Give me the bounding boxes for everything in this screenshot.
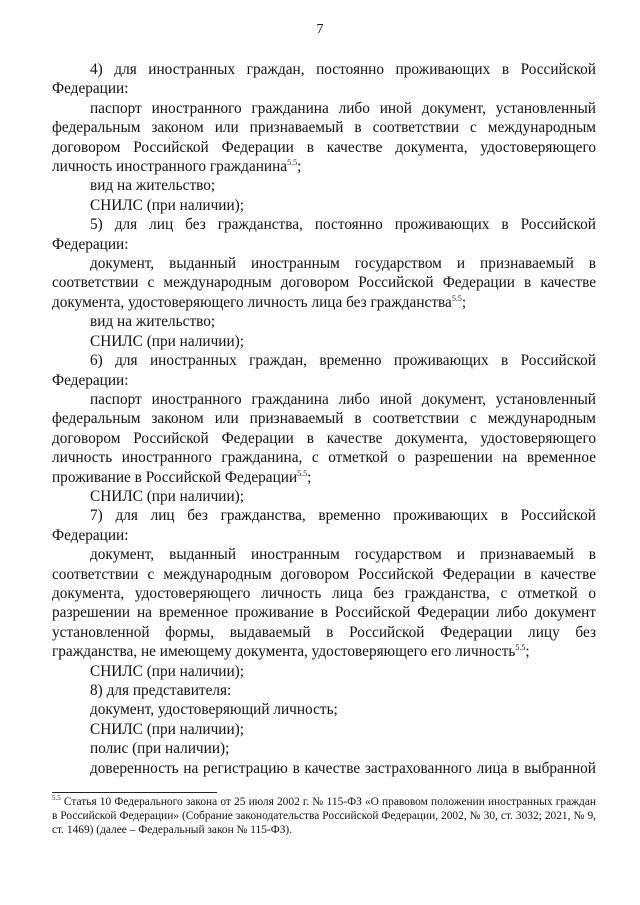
paragraph-text: вид на жительство; <box>90 313 216 331</box>
paragraph-item-7-snils <box>52 662 596 681</box>
paragraph-text: СНИЛС (при наличии); <box>90 196 244 214</box>
paragraph-text: доверенность на регистрацию в качестве застрахованного лица в выбранной <box>90 759 596 777</box>
paragraph-text: 8) для представителя: <box>90 682 232 699</box>
paragraph-text: 6) для иностранных граждан, временно проживающих в Российской Федерации: <box>52 352 596 389</box>
paragraph-text: документ, выданный иностранным государством и признаваемый в соответствии с международным договором Российской Федерации в качестве документа, удостоверяющего личность лица без гражданства, с отметкой о разрешении на временное проживание в Российской Федерации либо документ установленной формы, выдаваемый в Российской Федерации лицу без гражданства, не имеющему документа, удостоверяющего его личность <box>52 546 596 661</box>
paragraph-punctuation: ; <box>525 643 530 661</box>
paragraph-item-5-header <box>52 215 596 254</box>
paragraph-item-4-residence-permit <box>52 176 596 195</box>
paragraph-item-8-header <box>52 681 596 700</box>
paragraph-item-8-power-of-attorney <box>52 759 596 778</box>
paragraph-item-8-identity-document <box>52 700 596 719</box>
paragraph-item-6-header <box>52 351 596 390</box>
footnote-reference: 5.5 <box>451 293 462 303</box>
paragraph-item-4-passport <box>52 99 596 177</box>
paragraph-text: 5) для лиц без гражданства, постоянно проживающих в Российской Федерации: <box>52 216 596 253</box>
paragraph-text: паспорт иностранного гражданина либо иной документ, установленный федеральным законом или признаваемый в соответствии с международным договором Российской Федерации в качестве документа, удостоверяющего личность иностранного гражданина <box>52 99 596 176</box>
paragraph-item-6-snils <box>52 487 596 506</box>
footnote-divider <box>52 792 217 793</box>
footnote-reference: 5.5 <box>287 157 298 167</box>
footnote <box>52 795 596 838</box>
paragraph-text: паспорт иностранного гражданина либо иной документ, установленный федеральным законом или признаваемый в соответствии с международным договором Российской Федерации в качестве документа, удостоверяющего личность иностранного гражданина, с отметкой о разрешении на временное проживание в Российской Федерации <box>52 390 596 486</box>
paragraph-text: документ, удостоверяющий личность; <box>90 701 338 719</box>
paragraph-item-8-snils <box>52 720 596 739</box>
document-body <box>52 60 596 778</box>
paragraph-text: 4) для иностранных граждан, постоянно проживающих в Российской Федерации: <box>52 61 596 98</box>
paragraph-item-5-snils <box>52 332 596 351</box>
paragraph-punctuation: ; <box>297 158 302 176</box>
paragraph-text: 7) для лиц без гражданства, временно проживающих в Российской Федерации: <box>52 507 596 544</box>
footnote-reference: 5.5 <box>515 643 526 653</box>
paragraph-punctuation: ; <box>461 293 467 311</box>
paragraph-text: полис (при наличии); <box>90 740 230 758</box>
paragraph-item-7-header <box>52 506 596 545</box>
footnote-text: Статья 10 Федерального закона от 25 июля 2002 г. № 115-ФЗ «О правовом положении иностранных граждан в Российской Федерации» (Собрание законодательства Российской Федерации, 2002, № 30, ст. 3032; 2021, № 9, ст. 1469) (далее – Федеральный закон № 115-ФЗ). <box>52 796 596 837</box>
paragraph-item-8-policy <box>52 739 596 758</box>
paragraph-item-6-passport <box>52 390 596 487</box>
paragraph-punctuation: ; <box>307 468 312 486</box>
paragraph-text: вид на жительство; <box>90 177 216 195</box>
footnote-reference: 5.5 <box>297 468 308 478</box>
paragraph-text: СНИЛС (при наличии); <box>90 662 244 680</box>
paragraph-text: документ, выданный иностранным государством и признаваемый в соответствии с международным договором Российской Федерации в качестве документа, удостоверяющего личность лица без гражданства <box>52 255 596 311</box>
paragraph-text: СНИЛС (при наличии); <box>90 720 244 738</box>
paragraph-item-4-snils <box>52 196 596 215</box>
paragraph-text: СНИЛС (при наличии); <box>90 332 244 350</box>
paragraph-item-4-header <box>52 60 596 99</box>
paragraph-text: СНИЛС (при наличии); <box>90 487 244 505</box>
paragraph-item-5-document <box>52 254 596 312</box>
paragraph-item-5-residence-permit <box>52 312 596 331</box>
page-number: 7 <box>316 22 324 37</box>
paragraph-item-7-document <box>52 545 596 661</box>
footnote-marker: 5.5 <box>52 794 61 803</box>
